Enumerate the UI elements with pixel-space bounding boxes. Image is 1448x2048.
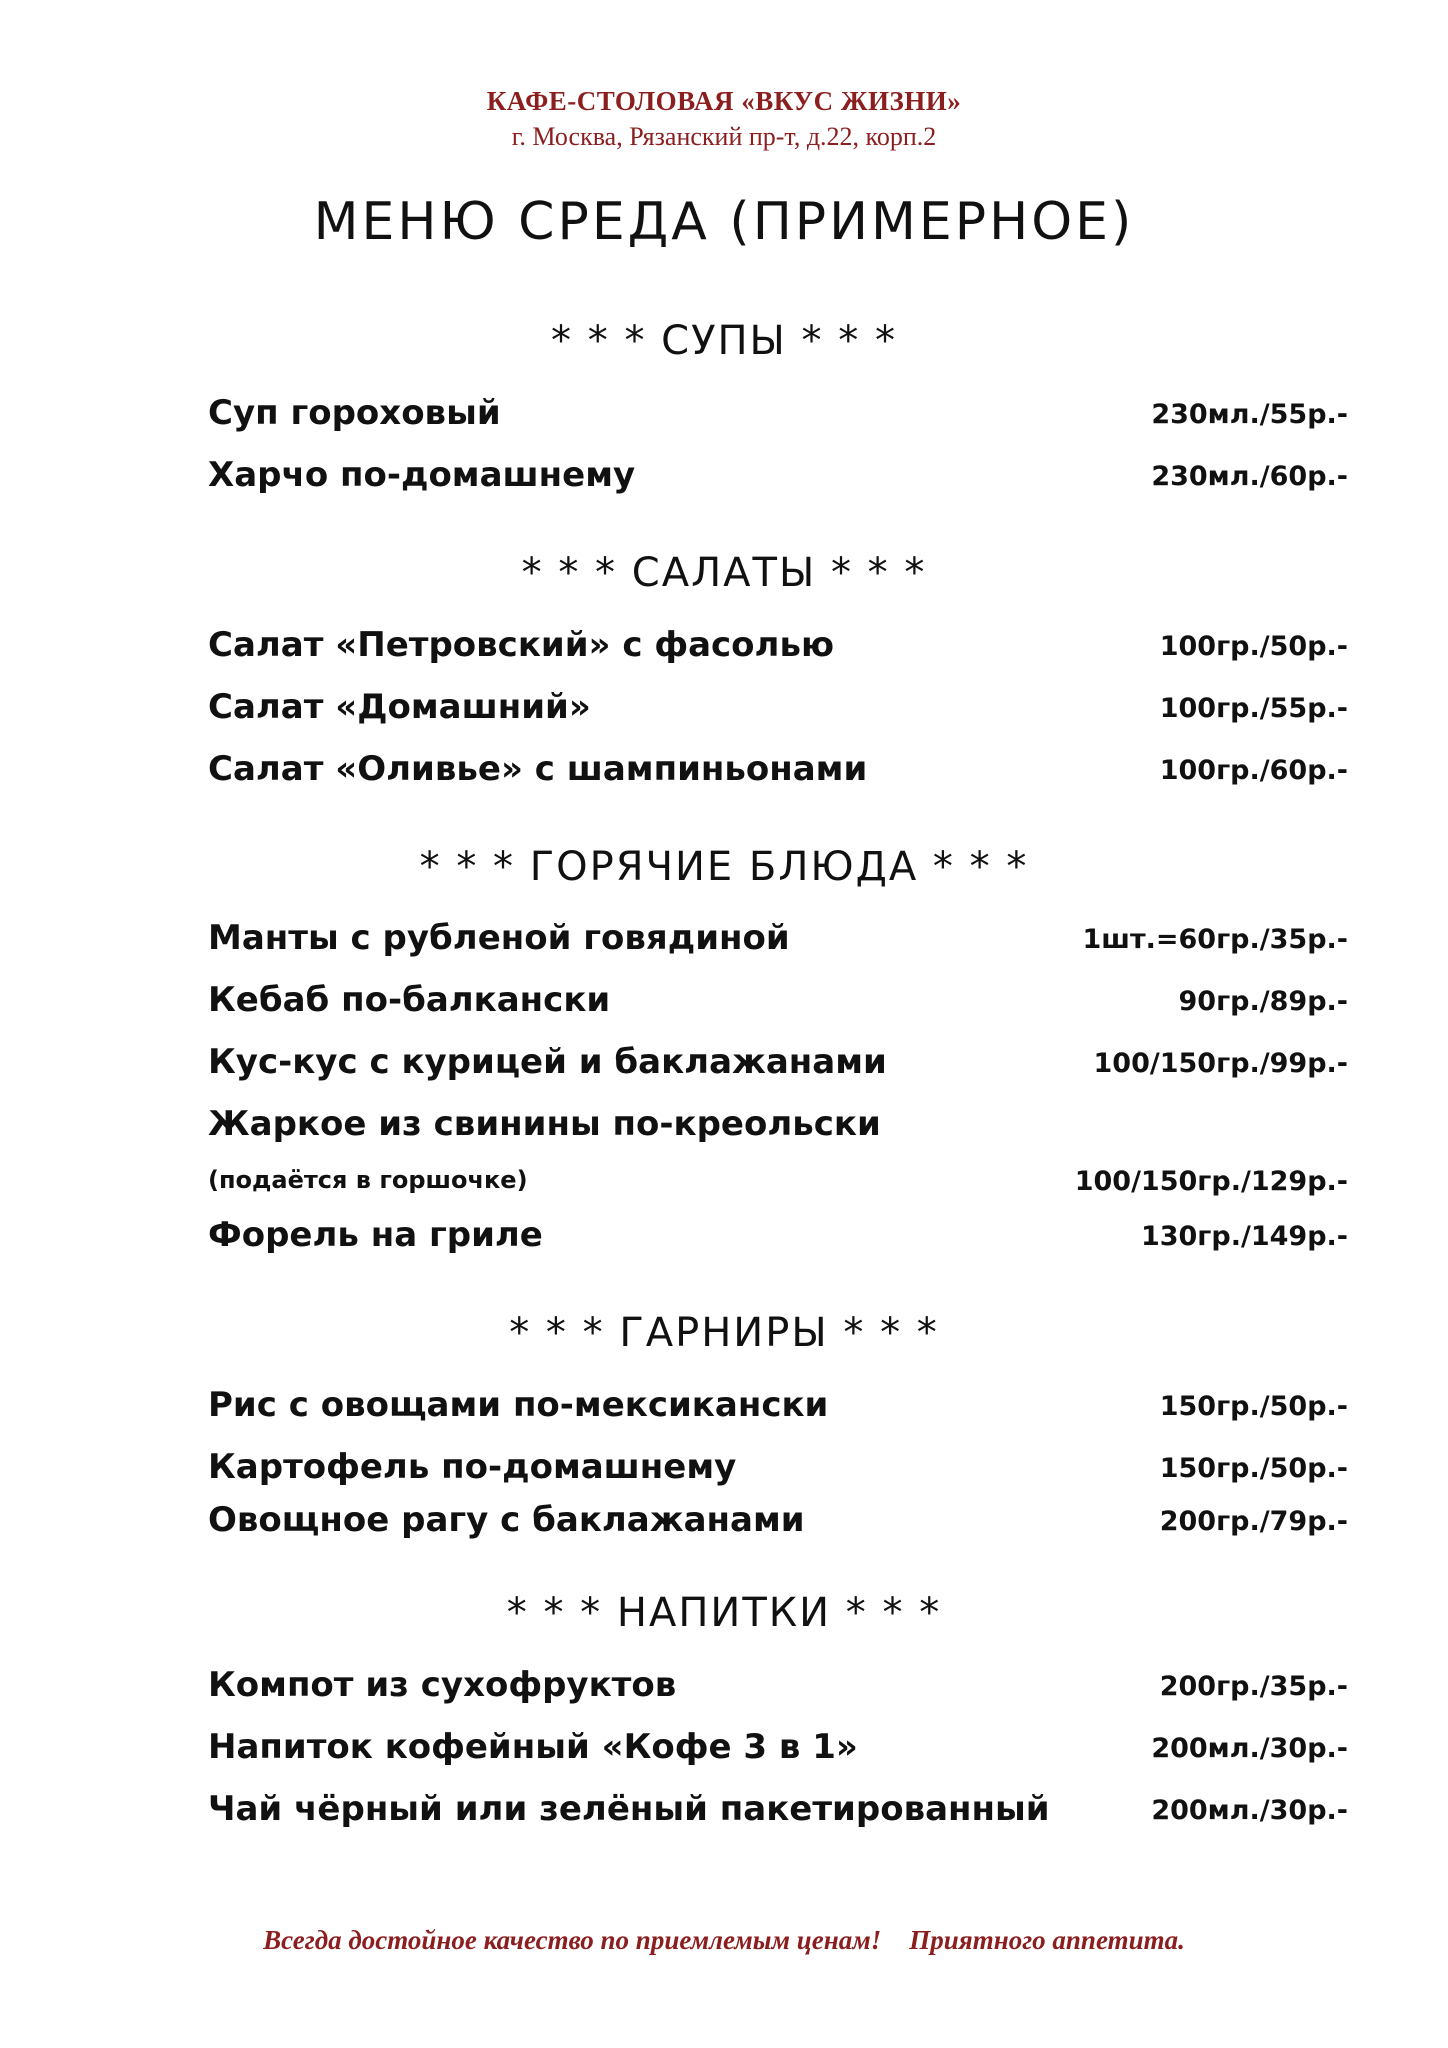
section-title-salads: * * * САЛАТЫ * * * [521, 550, 927, 596]
cafe-name: КАФЕ-СТОЛОВАЯ «ВКУС ЖИЗНИ» [486, 86, 962, 116]
item-name: Компот из сухофруктов [208, 1665, 677, 1705]
item-name: Салат «Оливье» с шампиньонами [208, 749, 868, 789]
menu-item [208, 1447, 1348, 1491]
item-name: Кебаб по-балкански [208, 980, 611, 1020]
menu-item [208, 1215, 1348, 1259]
item-price: 200мл./30р.- [1151, 1795, 1348, 1826]
item-price: 1шт.=60гр./35р.- [1082, 924, 1348, 955]
section-title-drinks: * * * НАПИТКИ * * * [506, 1590, 942, 1636]
menu-item [208, 455, 1348, 499]
item-price: 100гр./55р.- [1159, 693, 1348, 724]
item-name: Чай чёрный или зелёный пакетированный [208, 1789, 1050, 1829]
menu-item [208, 1665, 1348, 1709]
item-name: Салат «Домашний» [208, 687, 591, 727]
menu-item [208, 1500, 1348, 1544]
menu-item [208, 918, 1348, 962]
menu-item [208, 980, 1348, 1024]
menu-item [208, 1727, 1348, 1771]
footer [0, 1925, 1448, 1956]
item-price: 130гр./149р.- [1140, 1221, 1348, 1252]
menu-item [208, 1385, 1348, 1429]
menu-title: МЕНЮ СРЕДА (ПРИМЕРНОЕ) [313, 192, 1135, 252]
menu-item [208, 625, 1348, 669]
menu-item [208, 687, 1348, 731]
item-price: 200гр./35р.- [1159, 1671, 1348, 1702]
item-price: 200мл./30р.- [1151, 1733, 1348, 1764]
item-name: Харчо по-домашнему [208, 455, 636, 495]
item-price: 230мл./55р.- [1151, 399, 1348, 430]
item-price: 150гр./50р.- [1159, 1391, 1348, 1422]
item-name: Форель на гриле [208, 1215, 543, 1255]
item-name: Жаркое из свинины по-креольски [208, 1104, 881, 1144]
item-price: 100гр./50р.- [1159, 631, 1348, 662]
section-title-soups: * * * СУПЫ * * * [551, 318, 897, 364]
item-price: 150гр./50р.- [1159, 1453, 1348, 1484]
section-title-hot: * * * ГОРЯЧИЕ БЛЮДА * * * [419, 844, 1029, 890]
item-name: Рис с овощами по-мексикански [208, 1385, 829, 1425]
item-name: Напиток кофейный «Кофе 3 в 1» [208, 1727, 858, 1767]
item-price: 200гр./79р.- [1159, 1506, 1348, 1537]
cafe-address: г. Москва, Рязанский пр-т, д.22, корп.2 [511, 122, 937, 151]
item-name: Салат «Петровский» с фасолью [208, 625, 834, 665]
menu-item [208, 1789, 1348, 1833]
menu-item-note [208, 1160, 1348, 1204]
section-title-sides: * * * ГАРНИРЫ * * * [509, 1310, 939, 1356]
item-name: Овощное рагу с баклажанами [208, 1500, 805, 1540]
item-price: 230мл./60р.- [1151, 461, 1348, 492]
footer-slogan: Всегда достойное качество по приемлемым ценам! [263, 1925, 882, 1955]
item-name: Картофель по-домашнему [208, 1447, 737, 1487]
menu-item [208, 393, 1348, 437]
item-price: 100/150гр./129р.- [1074, 1166, 1348, 1197]
item-price: 100гр./60р.- [1159, 755, 1348, 786]
item-name: Суп гороховый [208, 393, 501, 433]
item-price: 100/150гр./99р.- [1093, 1048, 1348, 1079]
menu-item [208, 1042, 1348, 1086]
footer-wish: Приятного аппетита. [909, 1925, 1185, 1955]
item-note: (подаётся в горшочке) [208, 1166, 528, 1194]
item-name: Кус-кус с курицей и баклажанами [208, 1042, 887, 1082]
menu-item [208, 1104, 1348, 1148]
item-price: 90гр./89р.- [1178, 986, 1348, 1017]
menu-item [208, 749, 1348, 793]
item-name: Манты с рубленой говядиной [208, 918, 790, 958]
